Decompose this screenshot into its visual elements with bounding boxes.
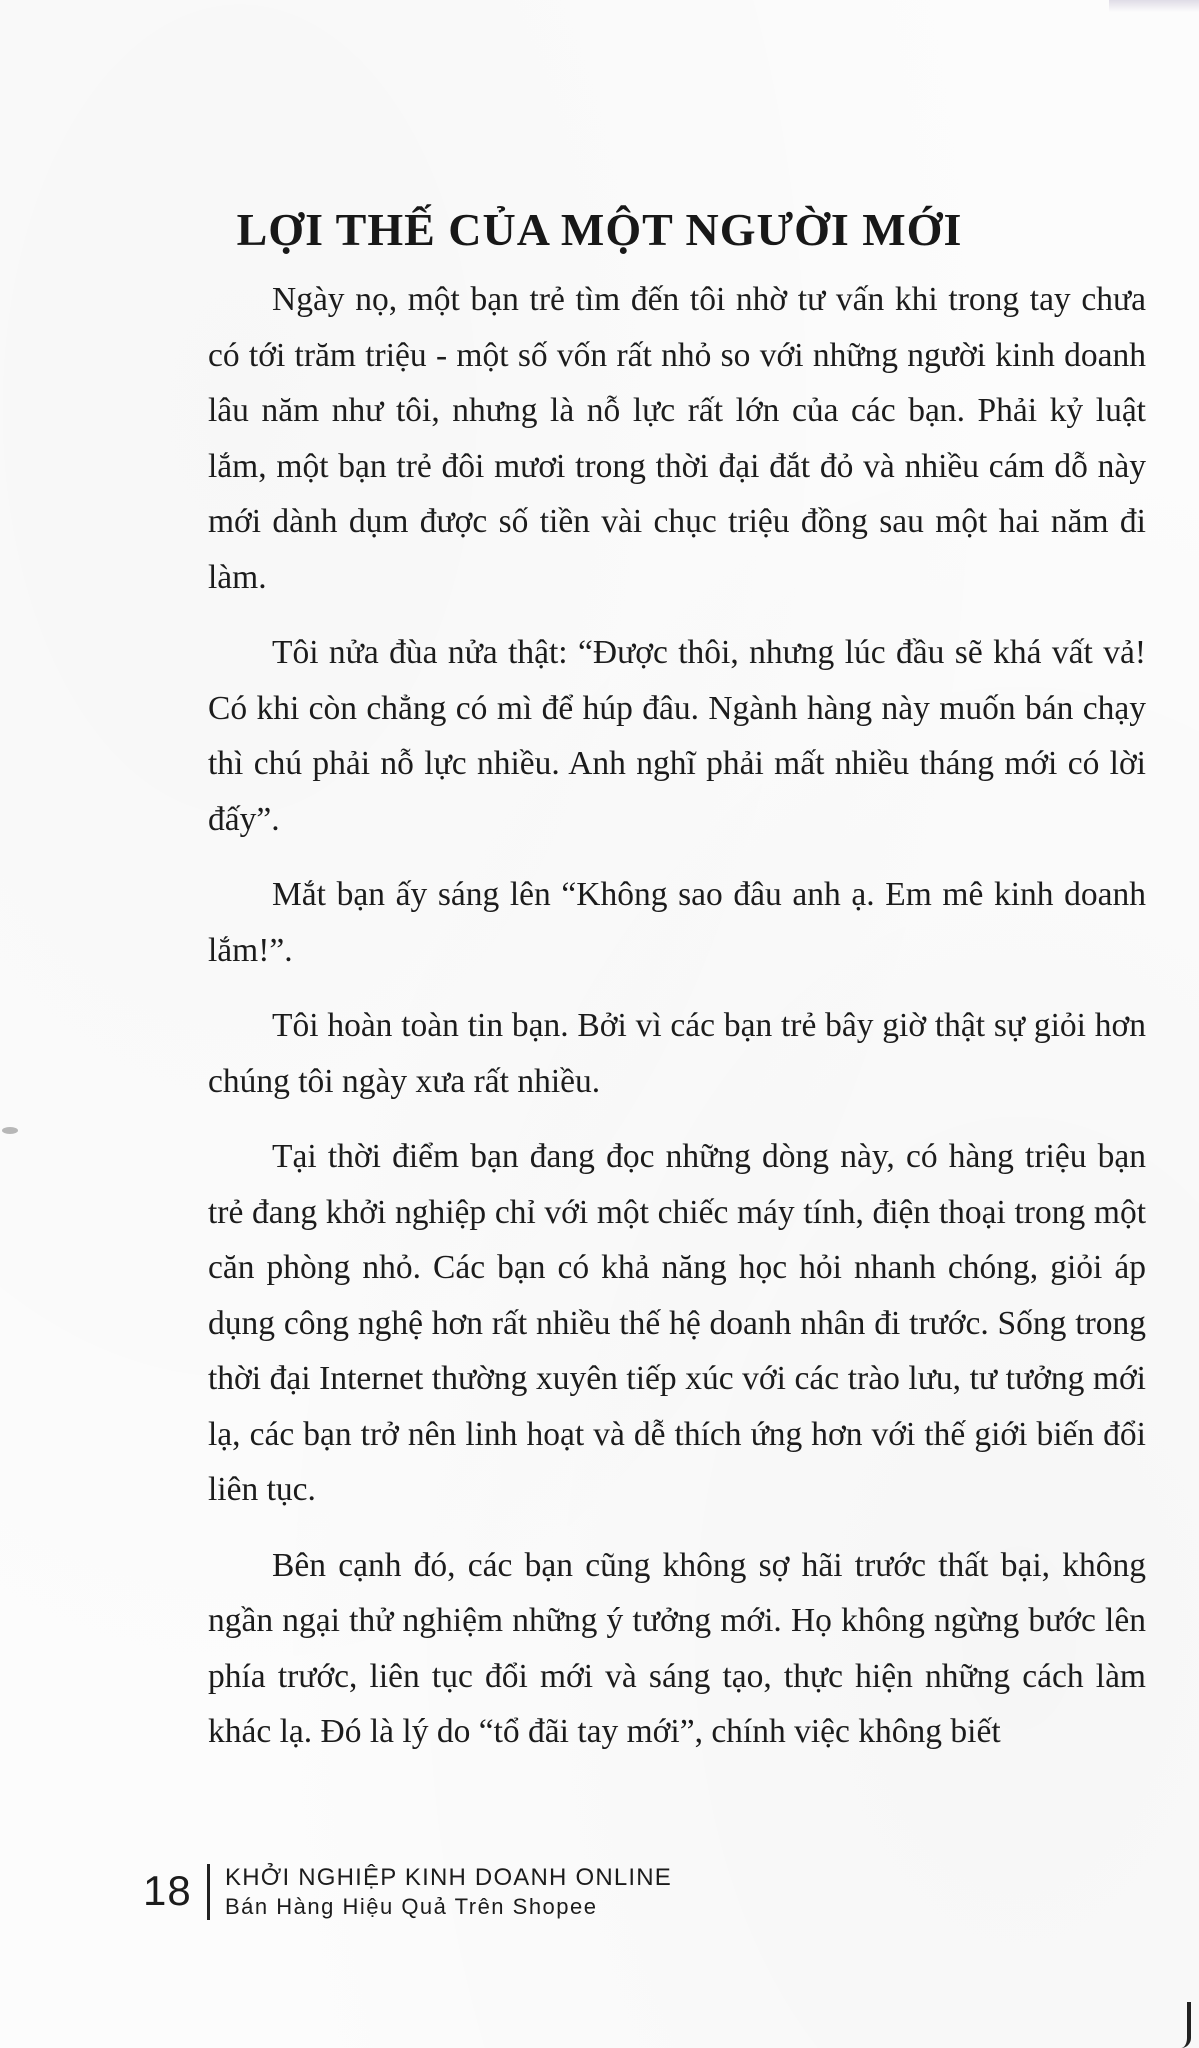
paragraph-4: Tôi hoàn toàn tin bạn. Bởi vì các bạn trẻ bây giờ thật sự giỏi hơn chúng tôi ngày xưa rất nhiều.	[208, 1007, 1146, 1100]
footer-divider	[207, 1864, 210, 1920]
chapter-title: LỢI THẾ CỦA MỘT NGƯỜI MỚI	[236, 203, 963, 255]
page-corner-mark	[1177, 2002, 1191, 2048]
page-edge-shadow	[1109, 0, 1199, 12]
paragraph-2: Tôi nửa đùa nửa thật: “Được thôi, nhưng lúc đầu sẽ khá vất vả! Có khi còn chẳng có mì để húp đâu. Ngành hàng này muốn bán chạy thì chú phải nỗ lực nhiều. Anh nghĩ phải mất nhiều tháng mới có lời đấy”.	[208, 634, 1146, 838]
book-subtitle: Bán Hàng Hiệu Quả Trên Shopee	[225, 1894, 598, 1919]
margin-speck	[2, 1127, 18, 1134]
paragraph-1: Ngày nọ, một bạn trẻ tìm đến tôi nhờ tư vấn khi trong tay chưa có tới trăm triệu - một số vốn rất nhỏ so với những người kinh doanh lâu năm như tôi, nhưng là nỗ lực rất lớn của các bạn. Phải kỷ luật lắm, một bạn trẻ đôi mươi trong thời đại đắt đỏ và nhiều cám dỗ này mới dành dụm được số tiền vài chục triệu đồng sau một hai năm đi làm.	[208, 281, 1146, 596]
paragraph-6: Bên cạnh đó, các bạn cũng không sợ hãi trước thất bại, không ngần ngại thử nghiệm những ý tưởng mới. Họ không ngừng bước lên phía trước, liên tục đổi mới và sáng tạo, thực hiện những cách làm khác lạ. Đó là lý do “tổ đãi tay mới”, chính việc không biết	[208, 1546, 1146, 1750]
book-title: KHỞI NGHIỆP KINH DOANH ONLINE	[225, 1864, 673, 1891]
body-text	[208, 272, 1146, 1780]
paragraph-5: Tại thời điểm bạn đang đọc những dòng này, có hàng triệu bạn trẻ đang khởi nghiệp chỉ với một chiếc máy tính, điện thoại trong một căn phòng nhỏ. Các bạn có khả năng học hỏi nhanh chóng, giỏi áp dụng công nghệ hơn rất nhiều thế hệ doanh nhân đi trước. Sống trong thời đại Internet thường xuyên tiếp xúc với các trào lưu, tư tưởng mới lạ, các bạn trở nên linh hoạt và dễ thích ứng hơn với thế giới biến đổi liên tục.	[208, 1138, 1146, 1508]
paragraph-3: Mắt bạn ấy sáng lên “Không sao đâu anh ạ. Em mê kinh doanh lắm!”.	[208, 876, 1146, 969]
page-number: 18	[143, 1867, 192, 1914]
